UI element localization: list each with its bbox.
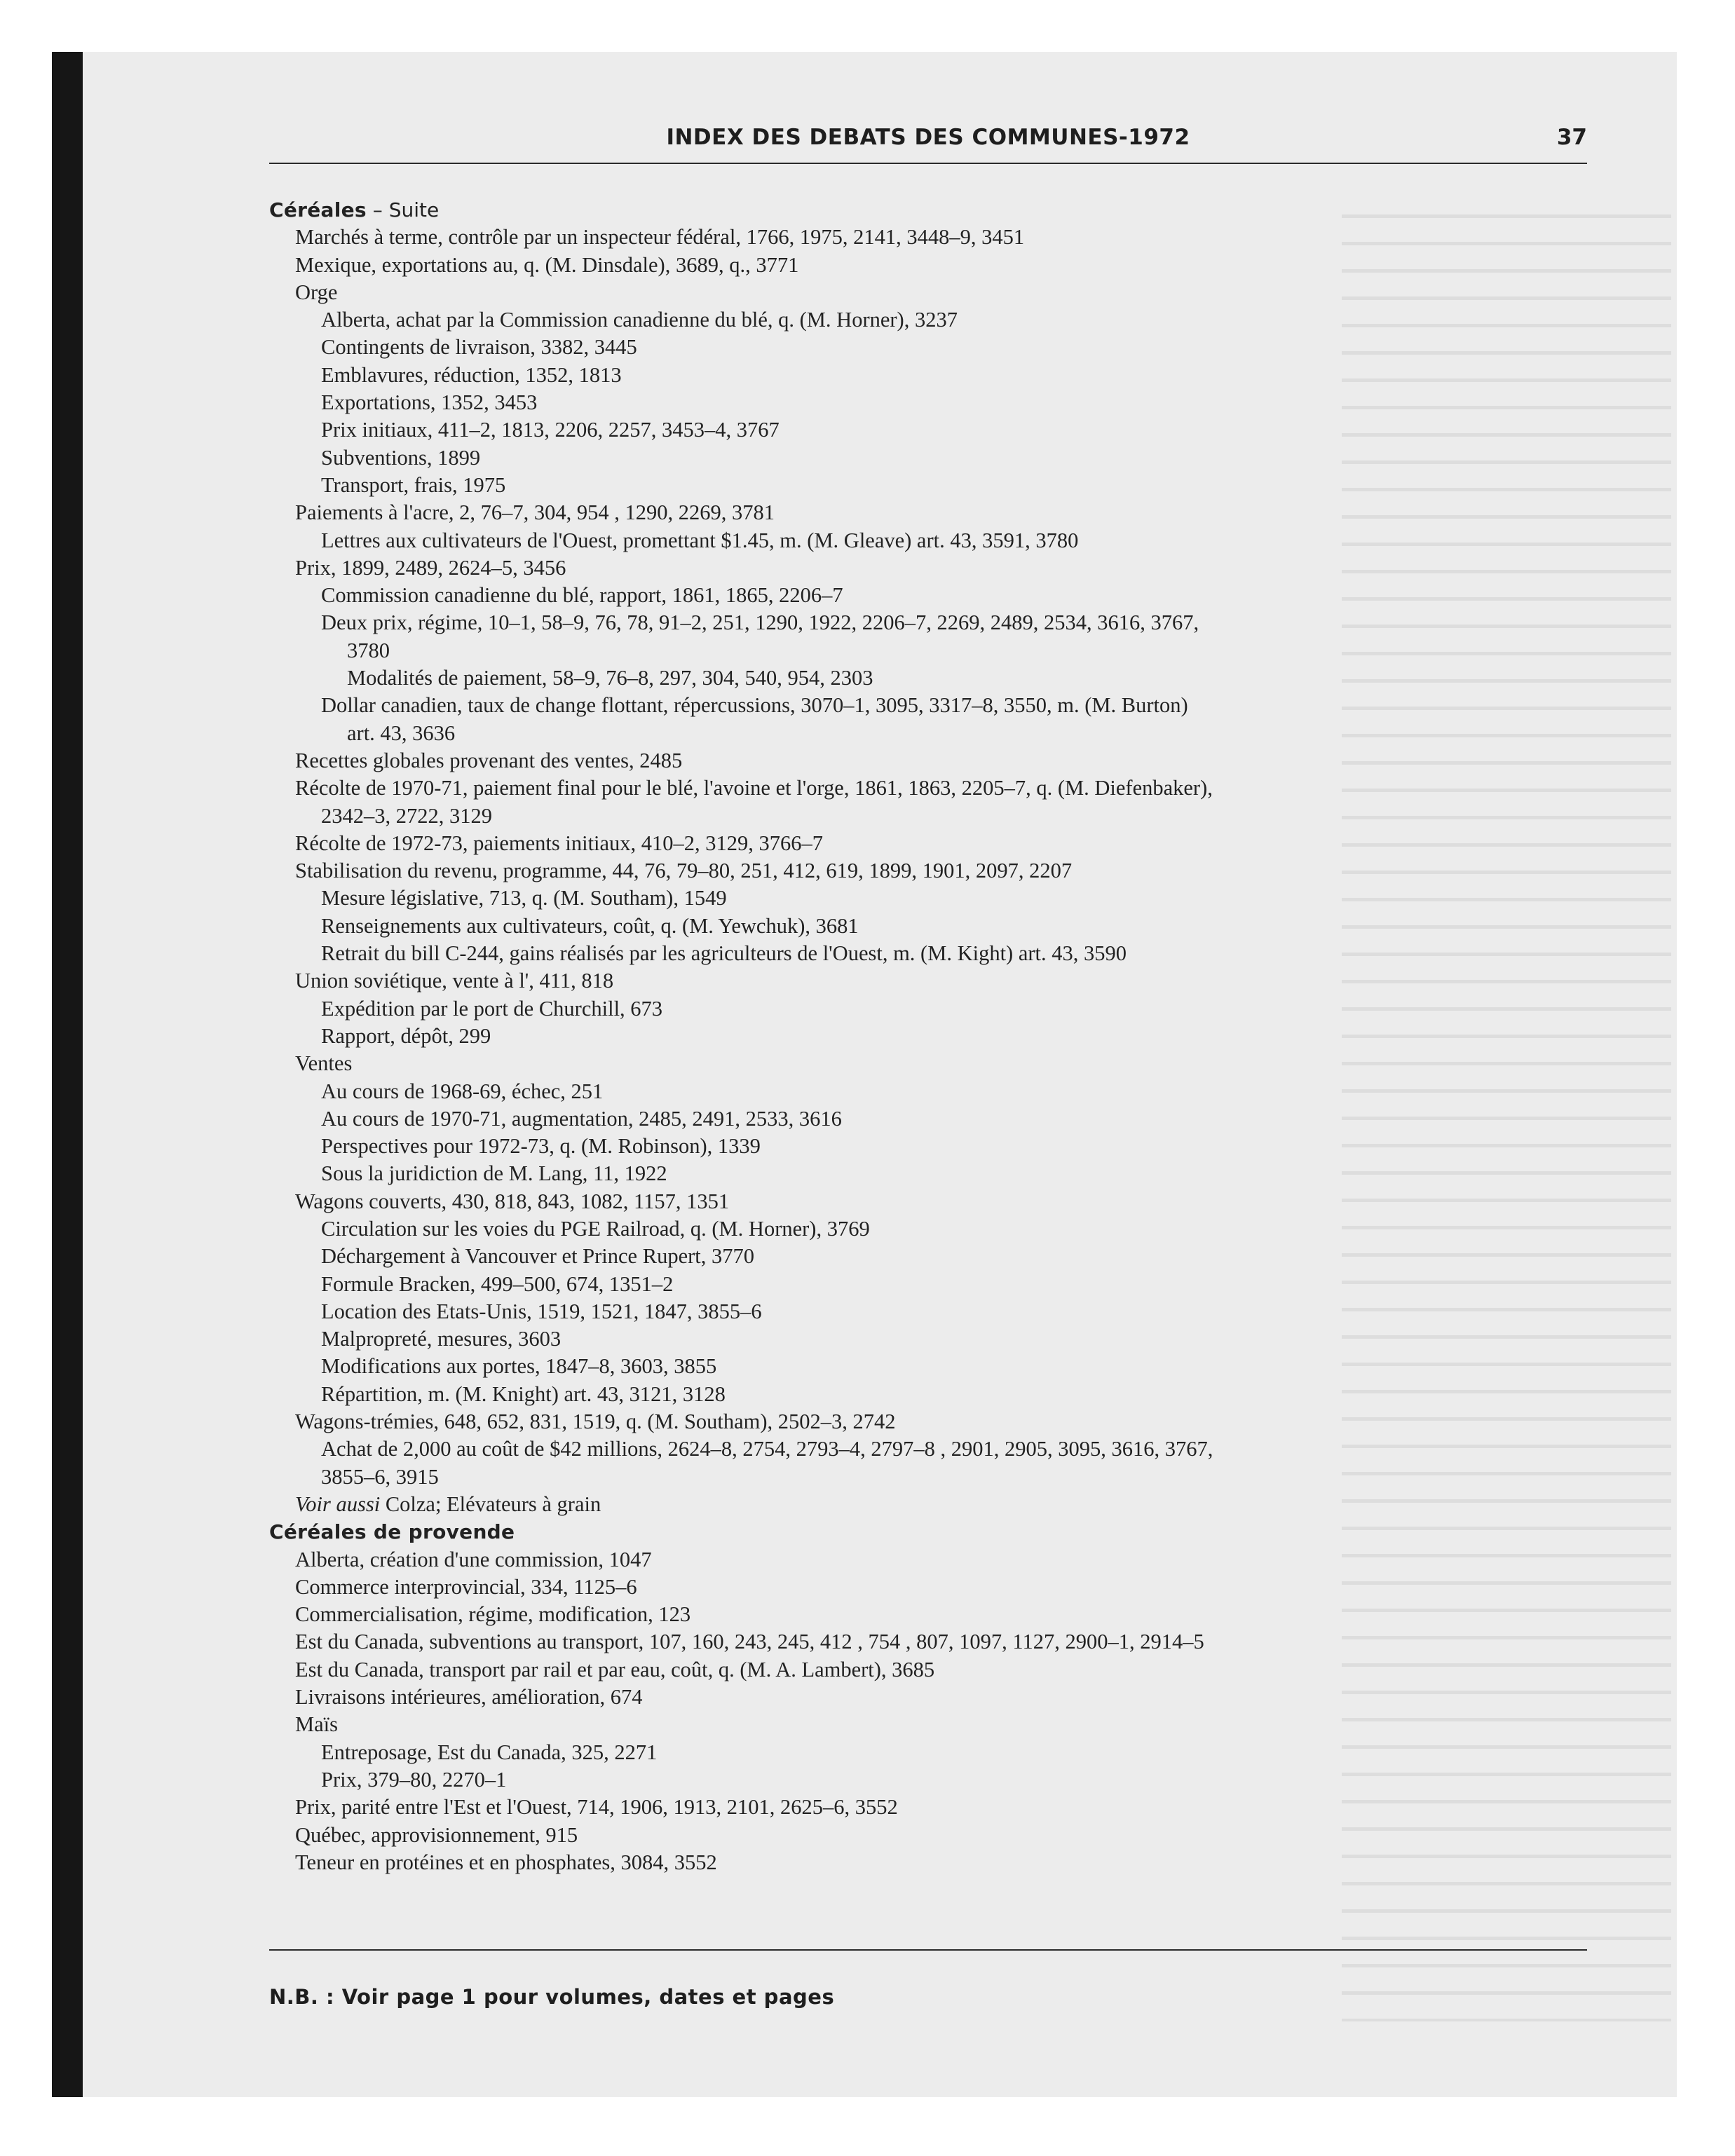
index-heading: [269, 1518, 1601, 1546]
index-subentry: Teneur en protéines et en phosphates, 3084, 3552: [295, 1850, 717, 1874]
index-subsubentry: Répartition, m. (M. Knight) art. 43, 3121, 3128: [321, 1381, 726, 1406]
page-binding-edge: [52, 52, 83, 2097]
index-subentry: Recettes globales provenant des ventes, 2485: [295, 748, 683, 772]
index-subentry: Récolte de 1970-71, paiement final pour le blé, l'avoine et l'orge, 1861, 1863, 2205–7, q. (M. Diefenbaker),: [295, 776, 1213, 800]
index-subsubentry: Deux prix, régime, 10–1, 58–9, 76, 78, 91–2, 251, 1290, 1922, 2206–7, 2269, 2489, 2534, 3616, 3767,: [321, 610, 1199, 635]
index-subsubentry: Lettres aux cultivateurs de l'Ouest, promettant $1.45, m. (M. Gleave) art. 43, 3591, 3780: [321, 528, 1079, 552]
entry-continuation: art. 43, 3636: [347, 721, 456, 745]
index-subentry: Récolte de 1972-73, paiements initiaux, 410–2, 3129, 3766–7: [295, 831, 824, 855]
index-subsubentry: Perspectives pour 1972-73, q. (M. Robinson), 1339: [321, 1134, 761, 1159]
index-entries: [269, 196, 1601, 1876]
footer-note: N.B. : Voir page 1 pour volumes, dates et pages: [269, 1985, 835, 2009]
index-subsubentry: Contingents de livraison, 3382, 3445: [321, 335, 637, 360]
index-subsubentry: Formule Bracken, 499–500, 674, 1351–2: [321, 1271, 674, 1296]
footer-rule: [269, 1949, 1587, 1951]
index-subentry: Alberta, création d'une commission, 1047: [295, 1547, 652, 1571]
index-subsubentry: Déchargement à Vancouver et Prince Rupert, 3770: [321, 1244, 754, 1269]
index-subsubentry: Circulation sur les voies du PGE Railroad, q. (M. Horner), 3769: [321, 1216, 870, 1241]
index-subsubentry: Emblavures, réduction, 1352, 1813: [321, 362, 622, 387]
page-title: INDEX DES DEBATS DES COMMUNES-1972: [666, 125, 1190, 150]
index-subentry: Est du Canada, transport par rail et par eau, coût, q. (M. A. Lambert), 3685: [295, 1657, 935, 1681]
heading-term: Céréales: [269, 198, 367, 221]
index-subentry: Wagons couverts, 430, 818, 843, 1082, 1157, 1351: [295, 1189, 730, 1213]
see-also-targets: Colza; Elévateurs à grain: [380, 1492, 601, 1516]
index-subentry: Ventes: [295, 1051, 353, 1076]
index-subsubentry: Alberta, achat par la Commission canadienne du blé, q. (M. Horner), 3237: [321, 308, 958, 332]
heading-term: Céréales de provende: [269, 1520, 515, 1544]
index-subsubentry: Renseignements aux cultivateurs, coût, q. (M. Yewchuk), 3681: [321, 913, 859, 938]
index-subsubentry: Malpropreté, mesures, 3603: [321, 1327, 562, 1351]
index-subentry: Prix, parité entre l'Est et l'Ouest, 714, 1906, 1913, 2101, 2625–6, 3552: [295, 1795, 898, 1820]
index-subentry: Est du Canada, subventions au transport, 107, 160, 243, 245, 412 , 754 , 807, 1097, 1127, 2900–1, 2914–5: [295, 1630, 1204, 1654]
index-subsubentry: Prix initiaux, 411–2, 1813, 2206, 2257, 3453–4, 3767: [321, 418, 780, 442]
index-subsubentry: Dollar canadien, taux de change flottant, répercussions, 3070–1, 3095, 3317–8, 3550, m. (M. Burton): [321, 693, 1188, 718]
scanned-page: [52, 52, 1677, 2097]
index-subentry: Commerce interprovincial, 334, 1125–6: [295, 1574, 637, 1599]
index-subentry: Québec, approvisionnement, 915: [295, 1822, 578, 1847]
index-subentry: Livraisons intérieures, amélioration, 674: [295, 1685, 643, 1710]
index-subsubentry: Mesure législative, 713, q. (M. Southam), 1549: [321, 886, 727, 910]
index-subsubentry: Expédition par le port de Churchill, 673: [321, 996, 663, 1021]
index-subentry: Prix, 1899, 2489, 2624–5, 3456: [295, 555, 566, 580]
index-subsubentry: Modifications aux portes, 1847–8, 3603, 3855: [321, 1354, 717, 1379]
index-subsubentry: Sous la juridiction de M. Lang, 11, 1922: [321, 1161, 667, 1186]
see-also-label: Voir aussi: [295, 1492, 381, 1516]
index-subsubentry: Entreposage, Est du Canada, 325, 2271: [321, 1740, 658, 1764]
index-subentry: Wagons-trémies, 648, 652, 831, 1519, q. (M. Southam), 2502–3, 2742: [295, 1410, 896, 1434]
heading-suffix: – Suite: [366, 198, 440, 221]
index-subsubentry: Transport, frais, 1975: [321, 472, 506, 497]
index-subsubentry: Location des Etats-Unis, 1519, 1521, 1847, 3855–6: [321, 1299, 762, 1323]
page-number: 37: [1556, 125, 1587, 150]
entry-continuation: 3780: [347, 638, 390, 662]
index-subentry: Paiements à l'acre, 2, 76–7, 304, 954 , 1290, 2269, 3781: [295, 500, 775, 525]
index-subsubentry: Commission canadienne du blé, rapport, 1861, 1865, 2206–7: [321, 583, 843, 608]
index-subentry: Union soviétique, vente à l', 411, 818: [295, 969, 614, 993]
index-subentry: Commercialisation, régime, modification, 123: [295, 1602, 691, 1627]
index-heading: [269, 196, 1601, 224]
entry-continuation: 2342–3, 2722, 3129: [321, 803, 492, 828]
header-rule: [269, 163, 1587, 164]
index-subentry: Orge: [295, 280, 338, 304]
index-subentry: Stabilisation du revenu, programme, 44, 76, 79–80, 251, 412, 619, 1899, 1901, 2097, 2207: [295, 859, 1073, 883]
index-subsubentry: Exportations, 1352, 3453: [321, 390, 538, 415]
index-subentry: Maïs: [295, 1712, 338, 1737]
index-subsubentry: Modalités de paiement, 58–9, 76–8, 297, 304, 540, 954, 2303: [347, 666, 873, 690]
entry-continuation: 3855–6, 3915: [321, 1464, 439, 1489]
index-subsubentry: Subventions, 1899: [321, 445, 481, 470]
index-subsubentry: Prix, 379–80, 2270–1: [321, 1767, 507, 1792]
index-subsubentry: Au cours de 1968-69, échec, 251: [321, 1079, 604, 1103]
index-subentry: Mexique, exportations au, q. (M. Dinsdale), 3689, q., 3771: [295, 252, 799, 277]
index-subentry: Marchés à terme, contrôle par un inspecteur fédéral, 1766, 1975, 2141, 3448–9, 3451: [295, 225, 1025, 250]
index-subsubentry: Achat de 2,000 au coût de $42 millions, 2624–8, 2754, 2793–4, 2797–8 , 2901, 2905, 3095, 3616, 3767,: [321, 1437, 1213, 1461]
see-also-entry: [269, 1491, 1601, 1518]
index-subsubentry: Au cours de 1970-71, augmentation, 2485, 2491, 2533, 3616: [321, 1106, 842, 1131]
index-subsubentry: Retrait du bill C-244, gains réalisés par les agriculteurs de l'Ouest, m. (M. Kight) art. 43, 3590: [321, 941, 1127, 966]
index-subsubentry: Rapport, dépôt, 299: [321, 1023, 491, 1048]
running-header: [269, 119, 1587, 161]
